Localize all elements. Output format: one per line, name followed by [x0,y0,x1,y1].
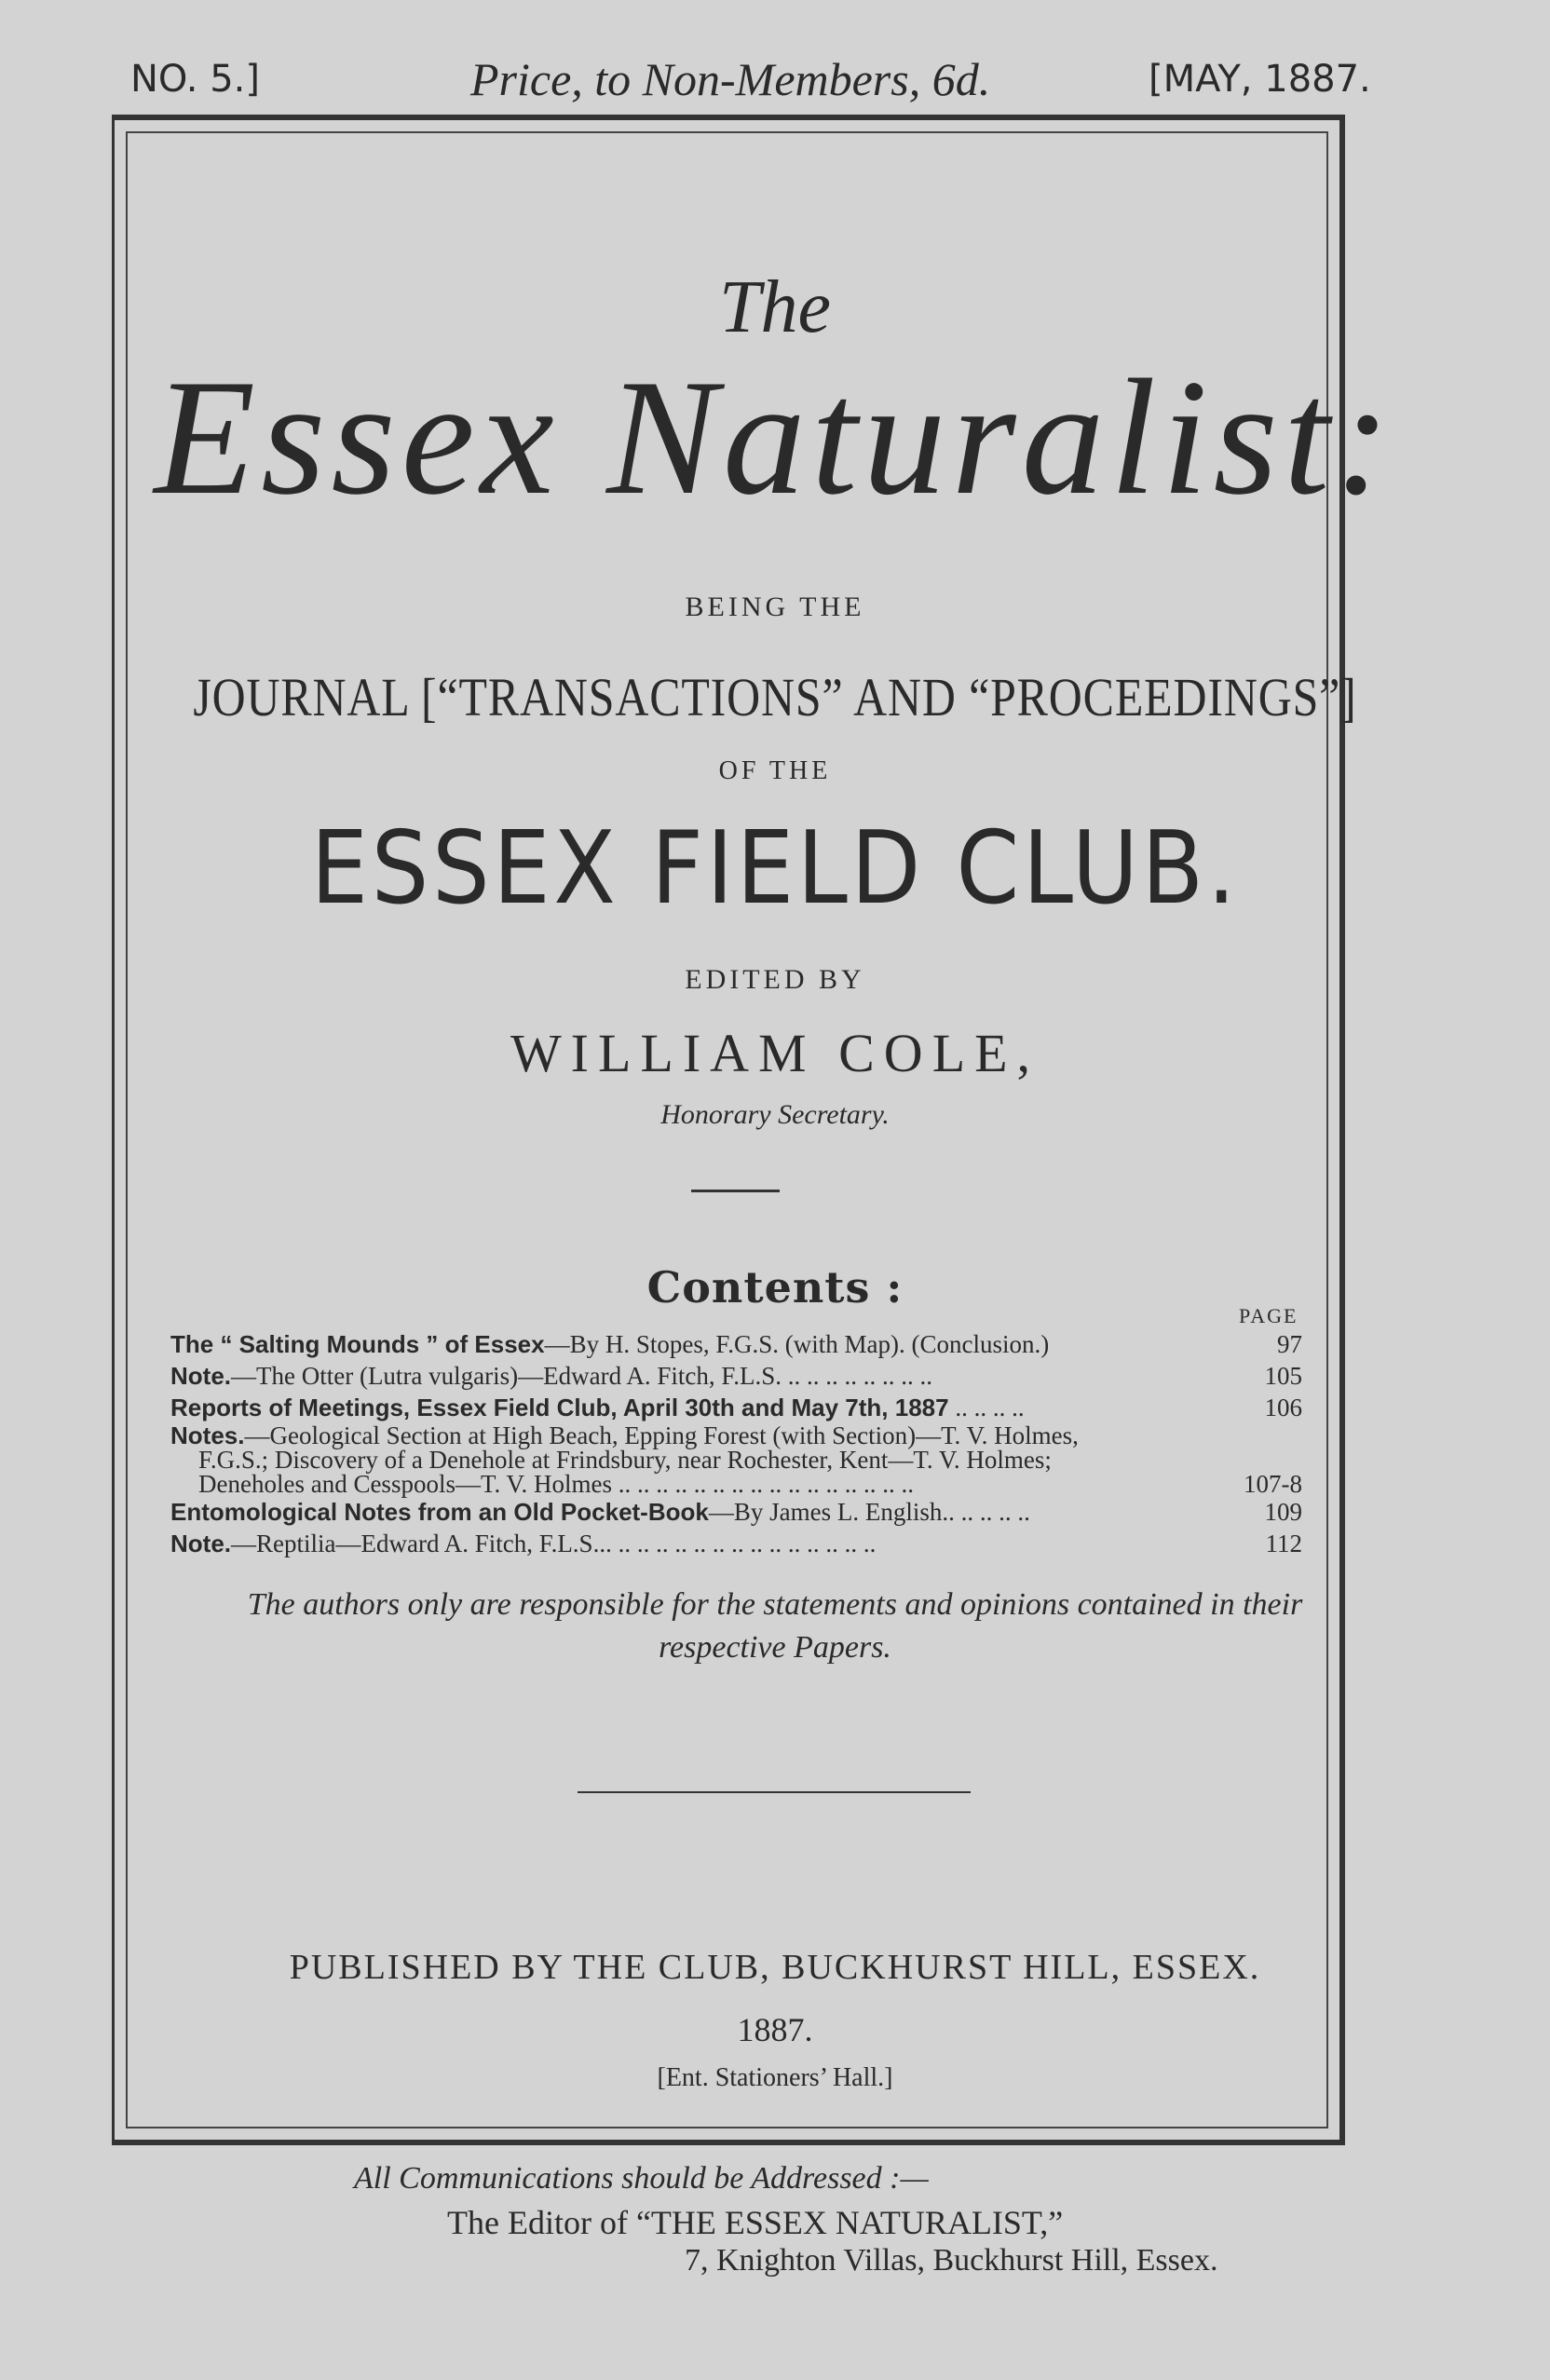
toc-item [170,1528,1302,1559]
toc-item-title: Note. [170,1530,231,1557]
toc-item [170,1328,1302,1360]
table-of-contents [170,1328,1302,1559]
toc-item-continuation: Deneholes and Cesspools—T. V. Holmes .. .. .. .. .. .. .. .. .. .. .. .. .. .. .. .. [198,1470,914,1498]
contents-heading: Contents : [646,1262,904,1312]
toc-item-title: Entomological Notes from an Old Pocket-Book [170,1498,709,1526]
divider-rule [691,1190,780,1192]
title-article: The [719,266,831,348]
communications-heading: All Communications should be Addressed :— [354,2161,929,2196]
toc-item [170,1392,1302,1423]
disclaimer-line: The authors only are responsible for the statements and opinions contained in their [247,1587,1303,1622]
edited-by-label: EDITED BY [685,964,865,995]
divider-rule [578,1791,971,1793]
toc-item [170,1423,1302,1496]
publisher-line: PUBLISHED BY THE CLUB, BUCKHURST HILL, ESSEX. [289,1948,1261,1987]
issue-date: [MAY, 1887. [1149,58,1371,101]
editor-name: WILLIAM COLE, [510,1023,1040,1083]
toc-item-page: 109 [1264,1498,1302,1526]
toc-item-page: 97 [1277,1330,1302,1358]
price-note: Price, to Non-Members, 6d. [470,53,991,105]
masthead-line [0,53,1550,123]
of-the-label: OF THE [718,756,832,785]
issue-number: NO. 5.] [130,58,260,101]
toc-item-author: .. .. .. .. [948,1394,1025,1421]
toc-item [170,1496,1302,1528]
toc-item-title: The “ Salting Mounds ” of Essex [170,1330,545,1358]
disclaimer-line: respective Papers. [659,1630,891,1665]
being-the-label: BEING THE [685,592,865,622]
journal-title: Essex Naturalist: [154,345,1396,529]
toc-item-page: 112 [1265,1530,1302,1557]
page-column-header: PAGE [1239,1304,1298,1327]
editor-role: Honorary Secretary. [660,1099,890,1130]
toc-item-author: —Geological Section at High Beach, Epping Forest (with Section)—T. V. Holmes, [244,1421,1079,1449]
toc-item-author: —By H. Stopes, F.G.S. (with Map). (Conclusion.) [544,1330,1050,1358]
toc-item-title: Note. [170,1362,231,1390]
journal-subtitle: JOURNAL [“TRANSACTIONS” AND “PROCEEDINGS”] [193,667,1357,728]
street-address-line: 7, Knighton Villas, Buckhurst Hill, Essex. [685,2243,1218,2278]
toc-item-page: 106 [1264,1394,1302,1421]
toc-item-page: 105 [1264,1362,1302,1390]
disclaimer [0,1584,1550,1669]
toc-item-author: —By James L. English.. .. .. .. .. [708,1498,1030,1526]
toc-item-title: Notes. [170,1421,245,1449]
editor-address-line: The Editor of “THE ESSEX NATURALIST,” [447,2204,1064,2241]
publication-year: 1887. [737,2011,813,2048]
toc-item [170,1360,1302,1392]
club-name: ESSEX FIELD CLUB. [310,810,1240,927]
toc-item-page: 107-8 [1244,1470,1302,1498]
toc-item-author: —Reptilia—Edward A. Fitch, F.L.S... .. .. .. .. .. .. .. .. .. .. .. .. .. .. [231,1530,877,1557]
toc-item-author: —The Otter (Lutra vulgaris)—Edward A. Fitch, F.L.S. .. .. .. .. .. .. .. .. [231,1362,932,1390]
toc-item-continuation: F.G.S.; Discovery of a Denehole at Frindsbury, near Rochester, Kent—T. V. Holmes; [198,1446,1052,1474]
registration-note: [Ent. Stationers’ Hall.] [657,2063,893,2092]
toc-item-title: Reports of Meetings, Essex Field Club, April 30th and May 7th, 1887 [170,1394,949,1421]
